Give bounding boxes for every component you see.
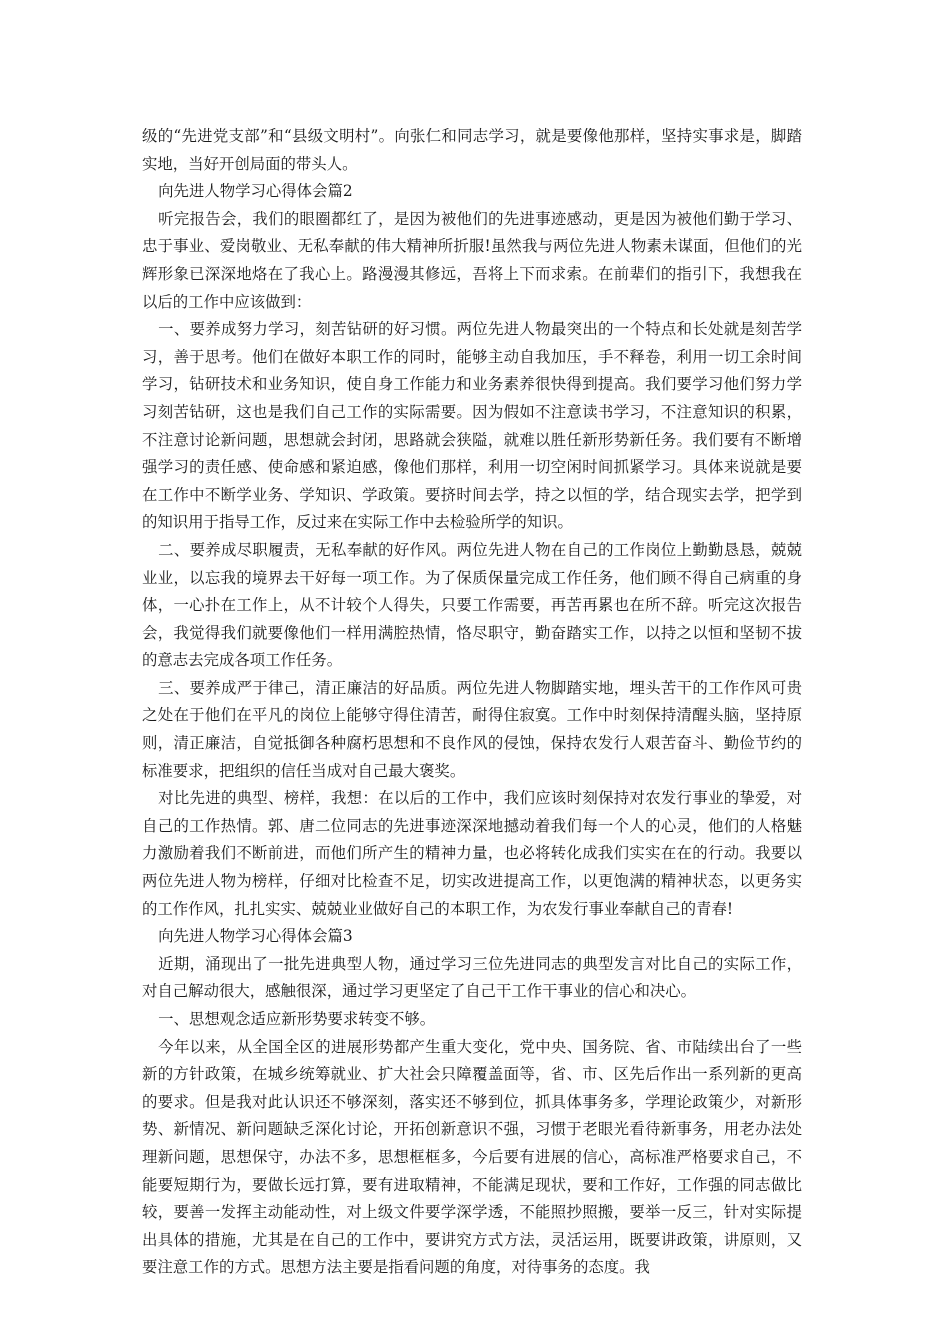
- paragraph-intro: 听完报告会，我们的眼圈都红了，是因为被他们的先进事迹感动，更是因为被他们勤于学习、忠于事业、爱岗敬业、无私奉献的伟大精神所折服!虽然我与两位先进人物素未谋面，但他们的光辉形象已深深地烙在了我心上。路漫漫其修远，吾将上下而求索。在前辈们的指引下，我想我在以后的工作中应该做到：: [142, 209, 802, 311]
- section-heading-2: 向先进人物学习心得体会篇2: [158, 182, 353, 201]
- paragraph-continuation: 级的“先进党支部”和“县级文明村”。向张仁和同志学习，就是要像他那样，坚持实事求是，脚踏实地，当好开创局面的带头人。: [142, 127, 802, 173]
- paragraph-point-2: 二、要养成尽职履责，无私奉献的好作风。两位先进人物在自己的工作岗位上勤勤恳恳，兢兢业业，以忘我的境界去干好每一项工作。为了保质保量完成工作任务，他们顾不得自己病重的身体，一心扑在工作上，从不计较个人得失，只要工作需要，再苦再累也在所不辞。听完这次报告会，我觉得我们就要像他们一样用满腔热情，恪尽职守，勤奋踏实工作，以持之以恒和坚韧不拔的意志去完成各项工作任务。: [142, 540, 802, 670]
- paragraph-section3-intro: 近期，涌现出了一批先进典型人物，通过学习三位先进同志的典型发言对比自己的实际工作，对自己解动很大，感触很深，通过学习更坚定了自己干工作干事业的信心和决心。: [142, 954, 802, 1001]
- paragraph-section3-body: 今年以来，从全国全区的进展形势都产生重大变化，党中央、国务院、省、市陆续出台了一些新的方针政策，在城乡统筹就业、扩大社会只障覆盖面等，省、市、区先后作出一系列新的更高的要求。但是我对此认识还不够深刻，落实还不够到位，抓具体事务多，学理论政策少，对新形势、新情况、新问题缺乏深化讨论，开拓创新意识不强，习惯于老眼光看待新事务，用老办法处理新问题，思想保守，办法不多，思想框框多，今后要有进展的信心，高标准严格要求自己，不能要短期行为，要做长远打算，要有进取精神，不能满足现状，要和工作好，工作强的同志做比较，要善一发挥主动能动性，对上级文件要学深学透，不能照抄照搬，要举一反三，针对实际提出具体的措施，尤其是在自己的工作中，要讲究方式方法，灵活运用，既要讲政策，讲原则，又要注意工作的方式。思想方法主要是指看问题的角度，对待事务的态度。我: [142, 1037, 802, 1277]
- paragraph-point-3: 三、要养成严于律己，清正廉洁的好品质。两位先进人物脚踏实地，埋头苦干的工作作风可贵之处在于他们在平凡的岗位上能够守得住清苦，耐得住寂寞。工作中时刻保持清醒头脑，坚持原则，清正廉洁，自觉抵御各种腐朽思想和不良作风的侵蚀，保持农发行人艰苦奋斗、勤俭节约的标准要求，把组织的信任当成对自己最大褒奖。: [142, 678, 802, 780]
- section-heading-3: 向先进人物学习心得体会篇3: [158, 927, 353, 946]
- paragraph-conclusion: 对比先进的典型、榜样，我想：在以后的工作中，我们应该时刻保持对农发行事业的挚爱，对自己的工作热情。郭、唐二位同志的先进事迹深深地撼动着我们每一个人的心灵，他们的人格魅力激励着我们不断前进，而他们所产生的精神力量，也必将转化成我们实实在在的行动。我要以两位先进人物为榜样，仔细对比检查不足，切实改进提高工作，以更饱满的精神状态，以更务实的工作作风，扎扎实实、兢兢业业做好自己的本职工作，为农发行事业奉献自己的青春!: [142, 789, 802, 918]
- paragraph-subheading-1: 一、思想观念适应新形势要求转变不够。: [158, 1010, 436, 1028]
- paragraph-point-1: 一、要养成努力学习，刻苦钻研的好习惯。两位先进人物最突出的一个特点和长处就是刻苦学习，善于思考。他们在做好本职工作的同时，能够主动自我加压，手不释卷，利用一切工余时间学习，钻研技术和业务知识，使自身工作能力和业务素养很快得到提高。我们要学习他们努力学习刻苦钻研，这也是我们自己工作的实际需要。因为假如不注意读书学习，不注意知识的积累，不注意讨论新问题，思想就会封闭，思路就会狭隘，就难以胜任新形势新任务。我们要有不断增强学习的责任感、使命感和紧迫感，像他们那样，利用一切空闲时间抓紧学习。具体来说就是要在工作中不断学业务、学知识、学政策。要挤时间去学，持之以恒的学，结合现实去学，把学到的知识用于指导工作，反过来在实际工作中去检验所学的知识。: [142, 320, 802, 532]
- document-body: [142, 123, 802, 1282]
